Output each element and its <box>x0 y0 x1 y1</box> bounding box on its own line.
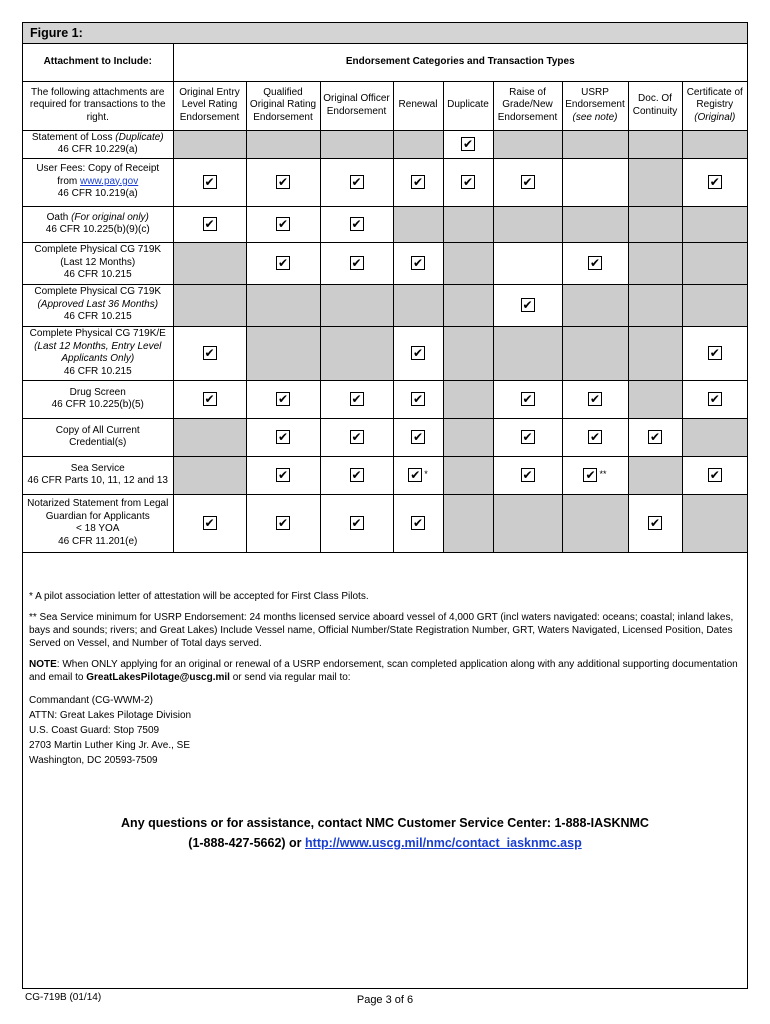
checkbox-checked-icon: ✔ <box>412 345 424 360</box>
checkbox-checked-icon: ✔ <box>277 429 289 444</box>
column-header-line: Duplicate <box>447 99 489 111</box>
table-row <box>23 158 747 206</box>
table-cell <box>628 206 682 242</box>
note-label: NOTE <box>29 659 57 670</box>
row-label-line: 46 CFR Parts 10, 11, 12 and 13 <box>27 475 168 486</box>
table-cell <box>393 158 443 206</box>
row-label-line: 46 CFR 10.225(b)(9)(c) <box>45 224 150 235</box>
row-label-line: < 18 YOA <box>76 523 120 534</box>
table-row <box>23 494 747 552</box>
row-label-line: (Last 12 Months) <box>60 256 136 268</box>
table-cell <box>493 242 562 284</box>
table-cell <box>173 158 246 206</box>
row-label <box>23 130 173 158</box>
table-cell <box>628 158 682 206</box>
table-row <box>23 326 747 380</box>
column-header-line: Original Entry <box>179 86 240 98</box>
table-cell <box>682 380 747 418</box>
table-cell <box>246 494 320 552</box>
table-cell <box>493 130 562 158</box>
table-cell <box>493 206 562 242</box>
table-cell <box>246 242 320 284</box>
mailing-address <box>29 694 743 767</box>
column-header-line: (see note) <box>572 111 618 123</box>
checkbox-checked-icon: ✔ <box>585 467 596 482</box>
table-cell <box>246 418 320 456</box>
table-cell <box>562 158 628 206</box>
checkbox-checked-icon: ✔ <box>204 345 215 360</box>
table-cell <box>682 206 747 242</box>
row-label-line: (Last 12 Months, Entry Level <box>34 340 162 352</box>
checkbox-checked-icon: ✔ <box>589 429 601 444</box>
table-cell <box>393 130 443 158</box>
column-header-line: Endorsement <box>326 105 387 117</box>
table-cell <box>443 206 493 242</box>
table-cell <box>682 494 747 552</box>
checkbox-checked-icon: ✔ <box>277 391 289 406</box>
column-header-line: Raise of <box>509 86 546 98</box>
column-header-line: Endorsement <box>253 111 313 123</box>
row-label-line: Oath (For original only) <box>46 211 149 223</box>
intro-text: The following attachments are required for transactions to the right. <box>23 81 173 130</box>
notes-section <box>29 590 743 769</box>
address-line: Washington, DC 20593-7509 <box>29 755 158 766</box>
table-cell <box>173 456 246 494</box>
row-label-line: Complete Physical CG 719K <box>34 244 162 256</box>
table-cell <box>562 130 628 158</box>
column-header <box>562 81 628 130</box>
checkbox-checked-icon: ✔ <box>277 515 289 530</box>
table-cell <box>246 206 320 242</box>
note-tail: or send via regular mail to: <box>229 672 351 683</box>
table-cell <box>628 130 682 158</box>
checkbox-checked-icon: ✔ <box>649 429 661 444</box>
column-header-line: (Original) <box>694 111 736 123</box>
endorsement-title: Endorsement Categories and Transaction Types <box>173 44 747 81</box>
checkbox-checked-icon: ✔ <box>709 345 720 360</box>
column-header <box>628 81 682 130</box>
table-cell <box>246 326 320 380</box>
table-cell <box>246 456 320 494</box>
row-label-line: from www.pay.gov <box>57 175 139 187</box>
table-cell <box>493 326 562 380</box>
table-cell <box>682 130 747 158</box>
table-cell <box>493 494 562 552</box>
table-cell <box>393 284 443 326</box>
checkbox-checked-icon: ✔ <box>204 515 215 530</box>
checkbox-checked-icon: ✔ <box>649 515 661 530</box>
table-cell <box>443 242 493 284</box>
table-cell <box>393 494 443 552</box>
checkbox-checked-icon: ✔ <box>204 391 215 406</box>
table-cell <box>682 456 747 494</box>
column-header-line: Original Officer <box>323 93 390 104</box>
row-label <box>23 418 173 456</box>
table-cell <box>493 418 562 456</box>
column-header-line: Registry <box>696 99 734 111</box>
table-cell <box>443 130 493 158</box>
column-header-line: Grade/New <box>502 99 553 111</box>
table-cell <box>562 456 628 494</box>
checkbox-checked-icon: ✔ <box>589 391 601 406</box>
address-line: U.S. Coast Guard: Stop 7509 <box>29 725 160 736</box>
form-id: CG-719B (01/14) <box>25 992 102 1003</box>
column-header <box>246 81 320 130</box>
column-header <box>493 81 562 130</box>
note-text: : When ONLY applying for an original or renewal of a USRP endorsement, scan completed application along with any additional supporting documentation and email to <box>29 659 738 683</box>
column-header <box>443 81 493 130</box>
checkbox-checked-icon: ✔ <box>277 467 289 482</box>
table-cell <box>493 456 562 494</box>
table-cell <box>628 284 682 326</box>
table-cell <box>393 326 443 380</box>
address-line: 2703 Martin Luther King Jr. Ave., SE <box>29 740 191 751</box>
checkbox-checked-icon: ✔ <box>412 174 424 189</box>
column-header <box>173 81 246 130</box>
table-row <box>23 380 747 418</box>
table-cell <box>628 380 682 418</box>
row-label <box>23 326 173 380</box>
table-cell <box>493 158 562 206</box>
row-label <box>23 494 173 552</box>
row-label-line: 46 CFR 11.201(e) <box>58 535 138 547</box>
checkbox-checked-icon: ✔ <box>709 391 720 406</box>
table-cell <box>320 494 393 552</box>
table-cell <box>682 242 747 284</box>
table-cell <box>628 242 682 284</box>
row-label-line: Complete Physical CG 719K <box>34 286 162 298</box>
table-cell <box>682 326 747 380</box>
table-cell <box>320 456 393 494</box>
table-cell <box>246 130 320 158</box>
checkbox-checked-icon: ✔ <box>709 467 720 482</box>
row-label-line: 46 CFR 10.215 <box>63 269 132 281</box>
table-cell <box>246 380 320 418</box>
table-row <box>23 284 747 326</box>
checkbox-checked-icon: ✔ <box>462 174 474 189</box>
contact-info <box>23 813 747 853</box>
table-cell <box>320 284 393 326</box>
table-row <box>23 130 747 158</box>
column-header-line: Endorsement <box>497 111 558 123</box>
table-cell <box>173 242 246 284</box>
table-cell <box>443 494 493 552</box>
table-cell <box>562 206 628 242</box>
checkbox-checked-icon: ✔ <box>277 174 289 189</box>
table-cell <box>493 284 562 326</box>
contact-line-1: Any questions or for assistance, contact NMC Customer Service Center: 1-888-IASKNMC <box>121 816 649 830</box>
table-cell <box>173 130 246 158</box>
checkbox-checked-icon: ✔ <box>462 136 474 151</box>
checkbox-checked-icon: ✔ <box>522 429 533 444</box>
row-label-line: Notarized Statement from Legal <box>27 498 169 509</box>
contact-url-link[interactable]: http://www.uscg.mil/nmc/contact_iasknmc.asp <box>305 836 582 850</box>
table-cell <box>562 418 628 456</box>
checkbox-checked-icon: ✔ <box>204 216 215 231</box>
row-label-line: Copy of All Current <box>55 424 140 436</box>
form-frame <box>22 22 748 989</box>
pay-gov-link[interactable]: www.pay.gov <box>80 175 139 187</box>
row-label-line: 46 CFR 10.215 <box>63 365 132 377</box>
contact-line-2 <box>23 833 747 853</box>
row-label-line: Statement of Loss (Duplicate) <box>31 131 164 143</box>
row-label <box>23 158 173 206</box>
checkbox-checked-icon: ✔ <box>522 297 533 312</box>
checkbox-checked-icon: ✔ <box>351 216 362 231</box>
row-label-line: 46 CFR 10.225(b)(5) <box>51 399 144 410</box>
contact-phone: (1-888-427-5662) or <box>188 836 306 850</box>
column-header-line: Continuity <box>632 105 678 117</box>
checkbox-checked-icon: ✔ <box>351 255 362 270</box>
pilot-note: * A pilot association letter of attestation will be accepted for First Class Pilots. <box>29 591 369 602</box>
footnote-mark: ** <box>599 468 607 479</box>
column-header-line: USRP <box>581 86 609 98</box>
table-cell <box>443 284 493 326</box>
column-header-line: Qualified <box>263 86 303 98</box>
table-cell <box>562 326 628 380</box>
table-cell <box>320 206 393 242</box>
table-header-row <box>23 44 747 81</box>
table-cell <box>682 418 747 456</box>
row-label-line: Sea Service <box>70 462 125 474</box>
row-label-line: Guardian for Applicants <box>45 510 150 522</box>
checkbox-checked-icon: ✔ <box>204 174 215 189</box>
address-line: Commandant (CG-WWM-2) <box>29 695 153 706</box>
table-cell <box>393 418 443 456</box>
table-cell <box>320 242 393 284</box>
checkbox-checked-icon: ✔ <box>351 391 362 406</box>
table-cell <box>173 326 246 380</box>
row-label-line: 46 CFR 10.229(a) <box>57 144 138 155</box>
address-line: ATTN: Great Lakes Pilotage Division <box>29 710 192 721</box>
table-cell <box>682 284 747 326</box>
table-cell <box>562 242 628 284</box>
row-label-line: Drug Screen <box>69 386 126 398</box>
table-row <box>23 242 747 284</box>
checkbox-checked-icon: ✔ <box>412 429 424 444</box>
checkbox-checked-icon: ✔ <box>277 255 289 270</box>
column-header-line: Renewal <box>398 99 438 111</box>
table-cell <box>493 380 562 418</box>
table-cell <box>682 158 747 206</box>
row-label-line: User Fees: Copy of Receipt <box>36 163 160 175</box>
table-cell <box>628 456 682 494</box>
column-header-row <box>23 81 747 130</box>
row-label-line: Credential(s) <box>69 437 127 448</box>
checkbox-checked-icon: ✔ <box>412 255 424 270</box>
column-header-line: Level Rating <box>181 99 238 111</box>
table-cell <box>320 130 393 158</box>
checkbox-checked-icon: ✔ <box>589 255 601 270</box>
table-cell <box>443 158 493 206</box>
row-label <box>23 206 173 242</box>
attachment-table <box>23 44 747 553</box>
attachment-label: Attachment to Include: <box>23 44 173 81</box>
table-cell <box>443 456 493 494</box>
table-cell <box>246 158 320 206</box>
column-header-line: Original Rating <box>249 99 317 111</box>
table-row <box>23 456 747 494</box>
table-row <box>23 206 747 242</box>
column-header-line: Certificate of <box>686 86 743 98</box>
table-cell <box>628 326 682 380</box>
table-cell <box>393 206 443 242</box>
table-cell <box>173 380 246 418</box>
table-cell <box>173 284 246 326</box>
table-cell <box>628 418 682 456</box>
checkbox-checked-icon: ✔ <box>351 429 362 444</box>
column-header-line: Endorsement <box>179 111 240 123</box>
checkbox-checked-icon: ✔ <box>351 467 362 482</box>
table-row <box>23 418 747 456</box>
sea-service-note: ** Sea Service minimum for USRP Endorsement: 24 months licensed service aboard vessel of 4,000 GRT (incl waters navigated: oceans; coastal; inland lakes, bays and sounds; rivers; and Great Lakes) Include Vessel name, Official Number/State Registration Number, GRT, Waters Navigated, Licensed Position, Dates Served on Vessel, and Number of Total days served. <box>29 612 734 649</box>
table-cell <box>393 456 443 494</box>
checkbox-checked-icon: ✔ <box>522 467 533 482</box>
table-cell <box>443 418 493 456</box>
table-cell <box>562 284 628 326</box>
row-label <box>23 380 173 418</box>
column-header-line: Endorsement <box>565 99 625 111</box>
table-cell <box>320 326 393 380</box>
checkbox-checked-icon: ✔ <box>522 391 533 406</box>
table-cell <box>320 380 393 418</box>
footnote-mark: * <box>424 468 428 479</box>
table-cell <box>320 158 393 206</box>
table-cell <box>562 380 628 418</box>
checkbox-checked-icon: ✔ <box>351 174 362 189</box>
checkbox-checked-icon: ✔ <box>412 391 424 406</box>
table-cell <box>246 284 320 326</box>
table-cell <box>443 326 493 380</box>
column-header <box>682 81 747 130</box>
usrp-note <box>29 658 743 684</box>
column-header <box>320 81 393 130</box>
checkbox-checked-icon: ✔ <box>351 515 362 530</box>
page-number: Page 3 of 6 <box>356 994 414 1006</box>
row-label <box>23 456 173 494</box>
row-label-line: 46 CFR 10.219(a) <box>57 188 138 200</box>
table-cell <box>628 494 682 552</box>
row-label-line: Complete Physical CG 719K/E <box>29 328 166 339</box>
row-label-line: 46 CFR 10.215 <box>63 311 132 323</box>
row-label <box>23 242 173 284</box>
checkbox-checked-icon: ✔ <box>709 174 720 189</box>
figure-title: Figure 1: <box>23 23 747 44</box>
row-label-line: Applicants Only) <box>61 353 135 364</box>
table-cell <box>173 206 246 242</box>
table-cell <box>562 494 628 552</box>
checkbox-checked-icon: ✔ <box>277 216 289 231</box>
table-cell <box>393 380 443 418</box>
table-cell <box>173 494 246 552</box>
checkbox-checked-icon: ✔ <box>412 515 424 530</box>
table-cell <box>443 380 493 418</box>
row-label-line: (Approved Last 36 Months) <box>37 298 159 310</box>
column-header-line: Doc. Of <box>638 93 672 104</box>
table-cell <box>320 418 393 456</box>
checkbox-checked-icon: ✔ <box>410 467 421 482</box>
note-email[interactable]: GreatLakesPilotage@uscg.mil <box>86 672 230 683</box>
column-header <box>393 81 443 130</box>
table-cell <box>173 418 246 456</box>
table-cell <box>393 242 443 284</box>
checkbox-checked-icon: ✔ <box>522 174 533 189</box>
row-label <box>23 284 173 326</box>
